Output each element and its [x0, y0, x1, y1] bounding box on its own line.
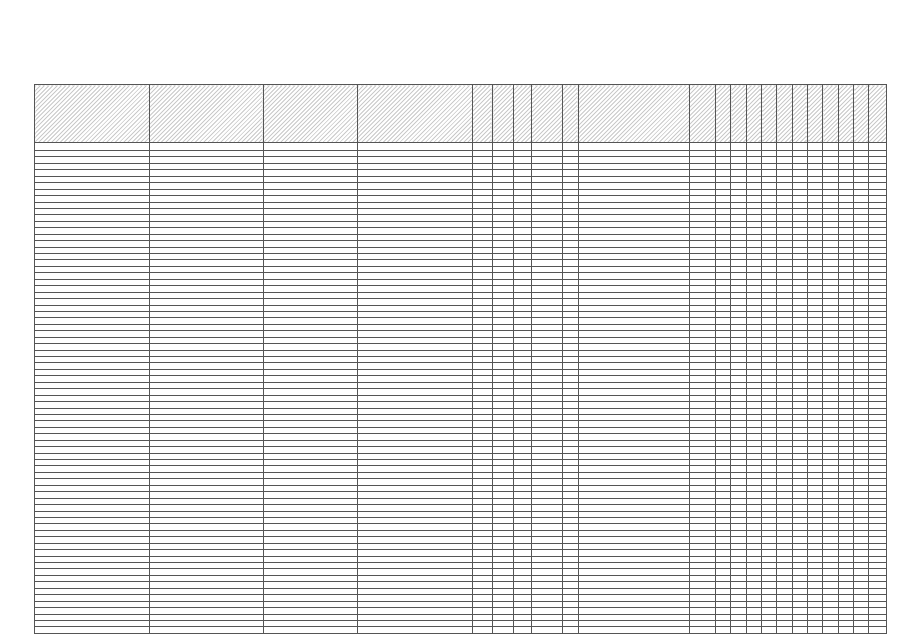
- column-index-cell: [731, 143, 746, 151]
- column-index-cell: [854, 143, 869, 151]
- column-header: [838, 85, 853, 143]
- column-index-cell: [493, 143, 513, 151]
- table-cell: [869, 627, 887, 633]
- column-index-row: [35, 143, 887, 151]
- column-index-cell: [149, 143, 264, 151]
- table-cell: [746, 627, 761, 633]
- table-cell: [532, 627, 563, 633]
- table-cell: [562, 627, 578, 633]
- column-index-cell: [762, 143, 777, 151]
- column-index-cell: [35, 143, 150, 151]
- column-header: [731, 85, 746, 143]
- column-index-cell: [792, 143, 807, 151]
- column-header: [689, 85, 716, 143]
- table-cell: [493, 627, 513, 633]
- column-index-cell: [532, 143, 563, 151]
- column-header: [762, 85, 777, 143]
- table-cell: [689, 627, 716, 633]
- table-cell: [35, 627, 150, 633]
- column-index-cell: [358, 143, 473, 151]
- column-header: [854, 85, 869, 143]
- register-table: [34, 84, 887, 634]
- column-index-cell: [823, 143, 838, 151]
- column-header: [808, 85, 823, 143]
- table-cell: [731, 627, 746, 633]
- column-header: [869, 85, 887, 143]
- column-index-cell: [838, 143, 853, 151]
- table-cell: [513, 627, 531, 633]
- table-cell: [777, 627, 792, 633]
- column-index-cell: [777, 143, 792, 151]
- column-index-cell: [808, 143, 823, 151]
- header-row: [35, 85, 887, 143]
- column-header: [513, 85, 531, 143]
- column-index-cell: [513, 143, 531, 151]
- column-index-cell: [472, 143, 492, 151]
- column-header: [823, 85, 838, 143]
- table-cell: [838, 627, 853, 633]
- column-header: [264, 85, 358, 143]
- table-cell: [149, 627, 264, 633]
- column-header: [579, 85, 689, 143]
- column-header: [149, 85, 264, 143]
- column-index-cell: [716, 143, 731, 151]
- column-index-cell: [562, 143, 578, 151]
- table-cell: [472, 627, 492, 633]
- table-cell: [716, 627, 731, 633]
- column-header: [493, 85, 513, 143]
- table-cell: [792, 627, 807, 633]
- column-header: [35, 85, 150, 143]
- table-cell: [808, 627, 823, 633]
- table-cell: [762, 627, 777, 633]
- table-body: [35, 151, 887, 634]
- table-cell: [823, 627, 838, 633]
- capital-repair-register: [34, 84, 887, 634]
- table-cell: [358, 627, 473, 633]
- column-header: [792, 85, 807, 143]
- table-cell: [264, 627, 358, 633]
- column-header: [358, 85, 473, 143]
- column-index-cell: [689, 143, 716, 151]
- column-index-cell: [746, 143, 761, 151]
- table-cell: [579, 627, 689, 633]
- table-row: [35, 627, 887, 633]
- column-header: [716, 85, 731, 143]
- column-header: [777, 85, 792, 143]
- column-header: [472, 85, 492, 143]
- column-header: [746, 85, 761, 143]
- column-header: [532, 85, 563, 143]
- column-header: [562, 85, 578, 143]
- column-index-cell: [579, 143, 689, 151]
- column-index-cell: [264, 143, 358, 151]
- table-cell: [854, 627, 869, 633]
- column-index-cell: [869, 143, 887, 151]
